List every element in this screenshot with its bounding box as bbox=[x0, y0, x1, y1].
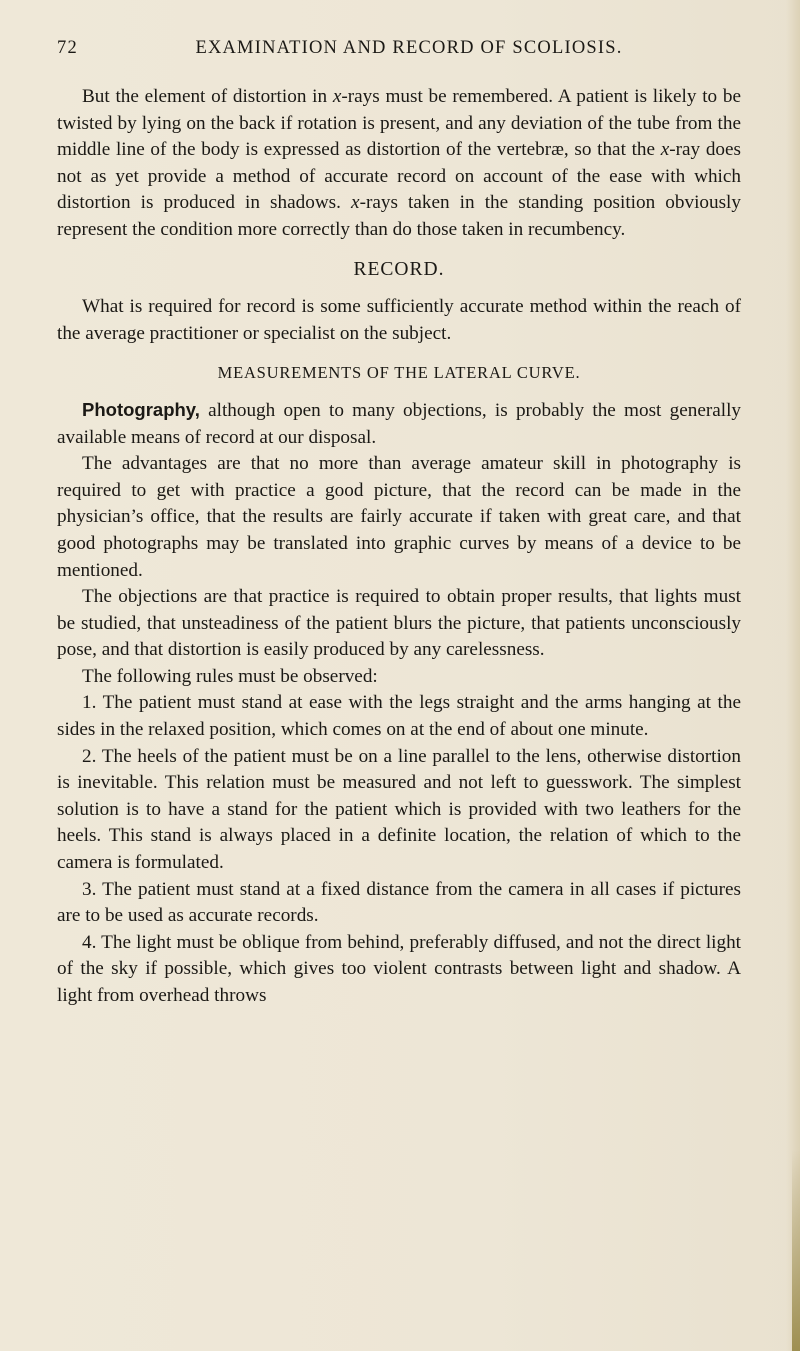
paragraph-xray-distortion: But the element of distortion in x-rays must be remembered. A patient is likely to be twisted by lying on the back if rotation is present, and any deviation of the tube from the middle line of the body is expressed as distortion of the vertebræ, so that the x-ray does not as yet provide a method of accurate record on account of the ease with which distortion is produced in shadows. x-rays taken in the standing position obviously represent the condition more correctly than do those taken in recumbency. bbox=[57, 86, 741, 240]
page-number: 72 bbox=[57, 38, 78, 58]
rule-3: 3. The patient must stand at a fixed distance from the camera in all cases if pictures are to be used as accurate records. bbox=[57, 878, 741, 927]
paragraph-record-requirement: What is required for record is some sufficiently accurate method within the reach of the average practitioner or specialist on the subject. bbox=[57, 296, 741, 344]
body-text bbox=[57, 84, 741, 1010]
subheading-lateral-curve: MEASUREMENTS OF THE LATERAL CURVE. bbox=[217, 363, 581, 383]
paragraph-advantages: The advantages are that no more than average amateur skill in photography is required to get with practice a good picture, that the record can be made in the physician’s office, that the results are fairly accurate if taken with great care, and that good photographs may be translated into graphic curves by means of a device to be mentioned. bbox=[57, 453, 741, 581]
running-title: EXAMINATION AND RECORD OF SCOLIOSIS. bbox=[195, 38, 623, 58]
rule-1: 1. The patient must stand at ease with the legs straight and the arms hanging at the sides in the relaxed position, which comes on at the end of about one minute. bbox=[57, 692, 741, 741]
paragraph-photography: Photography, although open to many objections, is probably the most generally available means of record at our disposal. bbox=[57, 398, 741, 448]
page-edge bbox=[786, 0, 800, 1351]
running-header bbox=[57, 38, 741, 66]
section-heading-record: RECORD. bbox=[353, 258, 445, 280]
photography-lead-word: Photography, bbox=[82, 398, 200, 420]
rule-4: 4. The light must be oblique from behind, preferably diffused, and not the direct light of the sky if possible, which gives too violent contrasts between light and shadow. A light from overhead throws bbox=[57, 931, 741, 1006]
page-edge-shadow bbox=[792, 1150, 800, 1351]
paragraph-objections: The objections are that practice is required to obtain proper results, that lights must be studied, that unsteadiness of the patient blurs the picture, that patients unconsciously pose, and that distortion is easily produced by any carelessness. bbox=[57, 586, 741, 661]
rule-2: 2. The heels of the patient must be on a line parallel to the lens, otherwise distortion is inevitable. This relation must be measured and not left to guesswork. The simplest solution is to have a stand for the patient which is provided with two leathers for the heels. This stand is always placed in a definite location, the relation of which to the camera is formulated. bbox=[57, 745, 741, 874]
paragraph-rules-intro: The following rules must be observed: bbox=[82, 665, 378, 687]
